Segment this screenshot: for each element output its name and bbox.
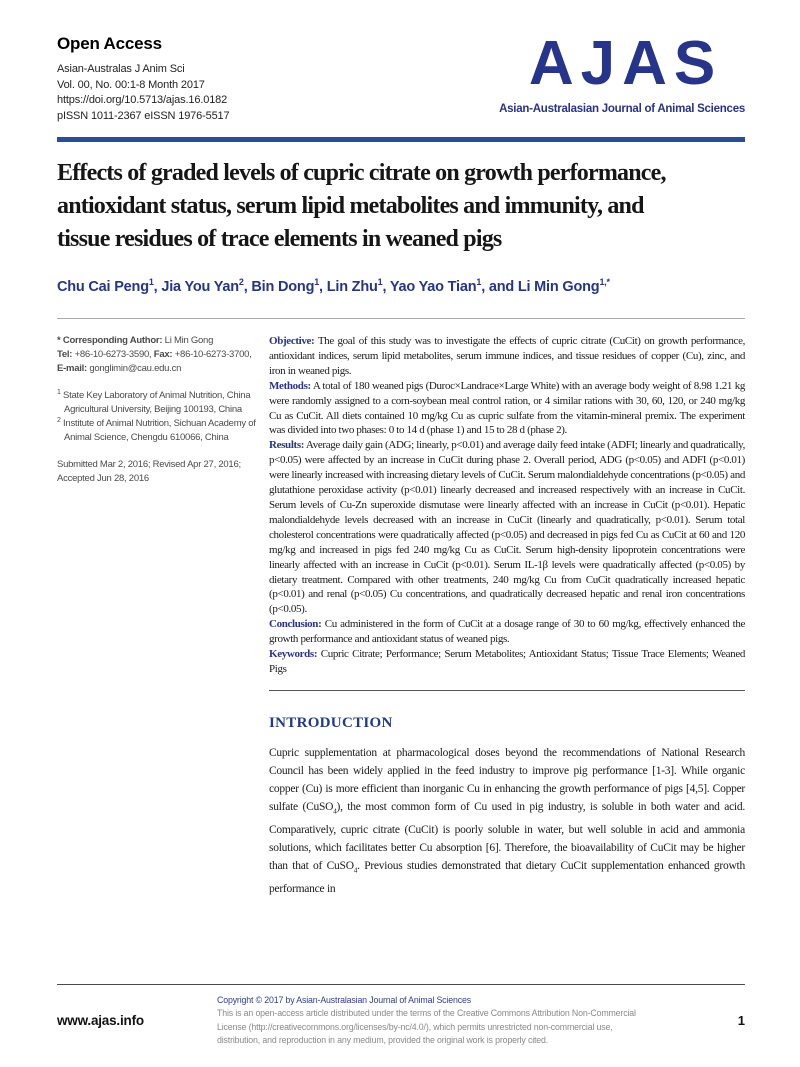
authors-line: Chu Cai Peng$^1$, Jia You Yan$^2$, Bin Dong$^1$, Lin Zhu$^1$, Yao Yao Tian$^1$, and Li Min Gong$^{1,*}$ bbox=[57, 277, 610, 295]
sidebar bbox=[57, 334, 257, 677]
keywords-line bbox=[269, 647, 745, 677]
title-line-3: tissue residues of trace elements in weaned pigs bbox=[57, 226, 502, 252]
page-footer bbox=[57, 984, 745, 1047]
abstract-text-results: Average daily gain (ADG; linearly, p<0.01) and average daily feed intake (ADFI; linearly and quadratically, p<0.05) were affected by an increase in CuCit during phase 2. Overall period, ADG (p<0.05) and ADFI (p<0.01) were linearly increased with increasing dietary levels of CuCit. Serum malondialdehyde concentrations (p<0.05) and glutathione peroxidase activity (p<0.01) linearly decreased and increased respectively with an increase in CuCit. Serum levels of Cu-Zn superoxide dismutase were linearly affected with an increase in CuCit (p<0.01). Hepatic malondialdehyde levels decreased with an increase in CuCit (linearly and quadratically, p<0.01). Serum total cholesterol concentrations were quadratically affected (p<0.05) and decreased in pigs fed Cu as CuCit at 60 and 120 mg/kg and increased in pigs fed 240 mg/kg Cu as CuCit. Serum high-density lipoprotein concentrations were linearly affected with an increase in CuCit (p<0.01). Serum IL-1β levels were quadratically affected (p<0.05) by dietary treatment. Compared with other treatments, 240 mg/kg Cu from CuCit quadratically increased hepatic (p<0.01) and renal (p<0.05) Cu concentrations, and quadratically decreased hepatic and renal iron concentrations (p<0.05). bbox=[269, 439, 745, 616]
introduction-heading: INTRODUCTION bbox=[269, 714, 393, 731]
tel-fax-line: Tel: +86-10-6273-3590, Fax: +86-10-6273-3700, bbox=[57, 349, 252, 360]
ajas-logo: AJAS bbox=[528, 29, 723, 98]
journal-logo-block bbox=[499, 29, 745, 115]
open-access-label: Open Access bbox=[57, 34, 162, 53]
volume-issue-line: Vol. 00, No. 00:1-8 Month 2017 bbox=[57, 78, 205, 91]
introduction-paragraph: Cupric supplementation at pharmacological doses beyond the recommendations of National Research Council has been widely applied in the feed industry to improve pig performance [1-3]. While organic copper (Cu) is more efficient than inorganic Cu in enhancing the growth performance of pigs [4,5]. Copper sulfate (CuSO$_4$), the most common form of Cu used in pig industry, is soluble in both water and acid. Comparatively, cupric citrate (CuCit) is poorly soluble in water, but well soluble in acid and ammonia solutions, which facilitates better Cu absorption [6]. Therefore, the bioavailability of CuCit may be higher than that of CuSO$_4$. Previous studies demonstrated that dietary CuCit supplementation enhanced growth performance in bbox=[269, 746, 745, 895]
abstract-paragraph-conclusion bbox=[269, 617, 745, 647]
abstract-label-methods: Methods: bbox=[269, 379, 311, 392]
submission-dates-block: Submitted Mar 2, 2016; Revised Apr 27, 2016; Accepted Jun 28, 2016 bbox=[57, 459, 241, 484]
header-divider-rule bbox=[57, 137, 745, 142]
abstract-text-conclusion: Cu administered in the form of CuCit at a dosage range of 30 to 60 mg/kg, effectively enhanced the growth performance and antioxidant status of weaned pigs. bbox=[269, 618, 745, 646]
license-text: This is an open-access article distributed under the terms of the Creative Commons Attribution Non-Commercial License (http://creativecommons.org/licenses/by-nc/4.0/), which permits unrestricted non-commercial use, distribution, and reproduction in any medium, provided the original work is properly cited. bbox=[217, 1008, 636, 1045]
affiliations-block bbox=[57, 389, 257, 445]
affiliation-2: $^2$ Institute of Animal Nutrition, Sichuan Academy of Animal Science, Chengdu 610066, China bbox=[57, 416, 256, 443]
journal-abbrev: Asian-Australas J Anim Sci bbox=[57, 63, 185, 75]
keywords-label: Keywords: bbox=[269, 648, 318, 661]
body-columns bbox=[57, 334, 745, 677]
footer-row bbox=[57, 994, 745, 1047]
section-divider-rule bbox=[269, 690, 745, 691]
issn-line: pISSN 1011-2367 eISSN 1976-5517 bbox=[57, 109, 230, 122]
header-citation-block bbox=[57, 34, 230, 124]
page-header bbox=[57, 29, 745, 124]
footer-divider-rule bbox=[57, 984, 745, 985]
doi-link[interactable]: https://doi.org/10.5713/ajas.16.0182 bbox=[57, 94, 228, 106]
keywords-text: Cupric Citrate; Performance; Serum Metabolites; Antioxidant Status; Tissue Trace Elements; Weaned Pigs bbox=[269, 648, 745, 675]
copyright-block bbox=[217, 994, 653, 1047]
abstract-paragraph-methods bbox=[269, 379, 745, 439]
copyright-line: Copyright © 2017 by Asian-Australasian Journal of Animal Sciences bbox=[217, 995, 471, 1006]
abstract-label-objective: Objective: bbox=[269, 335, 315, 347]
journal-website-link[interactable]: www.ajas.info bbox=[57, 1013, 144, 1029]
title-line-1: Effects of graded levels of cupric citrate on growth performance, bbox=[57, 160, 666, 186]
abstract-paragraph-results bbox=[269, 438, 745, 617]
introduction-section bbox=[269, 690, 745, 898]
article-title bbox=[57, 157, 745, 256]
affiliation-1: $^1$ State Key Laboratory of Animal Nutrition, China Agricultural University, Beijing 100193, China bbox=[57, 388, 251, 415]
authors-divider-rule bbox=[57, 318, 745, 319]
email-line[interactable]: E-mail: gonglimin@cau.edu.cn bbox=[57, 363, 182, 374]
page-number: 1 bbox=[737, 1013, 745, 1029]
corresponding-author-line: * Corresponding Author: Li Min Gong bbox=[57, 335, 214, 346]
abstract-paragraph-objective bbox=[269, 334, 745, 379]
corresponding-author-block bbox=[57, 334, 257, 376]
journal-full-name: Asian-Australasian Journal of Animal Sciences bbox=[499, 103, 745, 115]
abstract-label-conclusion: Conclusion: bbox=[269, 618, 322, 631]
abstract-text-methods: A total of 180 weaned pigs (Duroc×Landrace×Large White) with an average body weight of 8.98 1.21 kg were randomly assigned to a corn-soybean meal control ration, or 4 similar rations with 30, 60, 120, or 240 mg/kg Cu as CuCit. All diets contained 10 mg/kg Cu as cupric sulfate from the vitamin-mineral premix. The experiment was divided into two phases: 0 to 14 d (phase 1) and 15 to 28 d (phase 2). bbox=[269, 379, 745, 437]
abstract-label-results: Results: bbox=[269, 439, 305, 452]
abstract-text-objective: The goal of this study was to investigate the effects of cupric citrate (CuCit) on growth performance, antioxidant indices, serum lipid metabolites, serum immune indices, and tissue residues of copper (Cu), zinc, and iron in weaned pigs. bbox=[269, 335, 745, 377]
title-line-2: antioxidant status, serum lipid metabolites and immunity, and bbox=[57, 193, 644, 219]
abstract bbox=[269, 334, 745, 677]
